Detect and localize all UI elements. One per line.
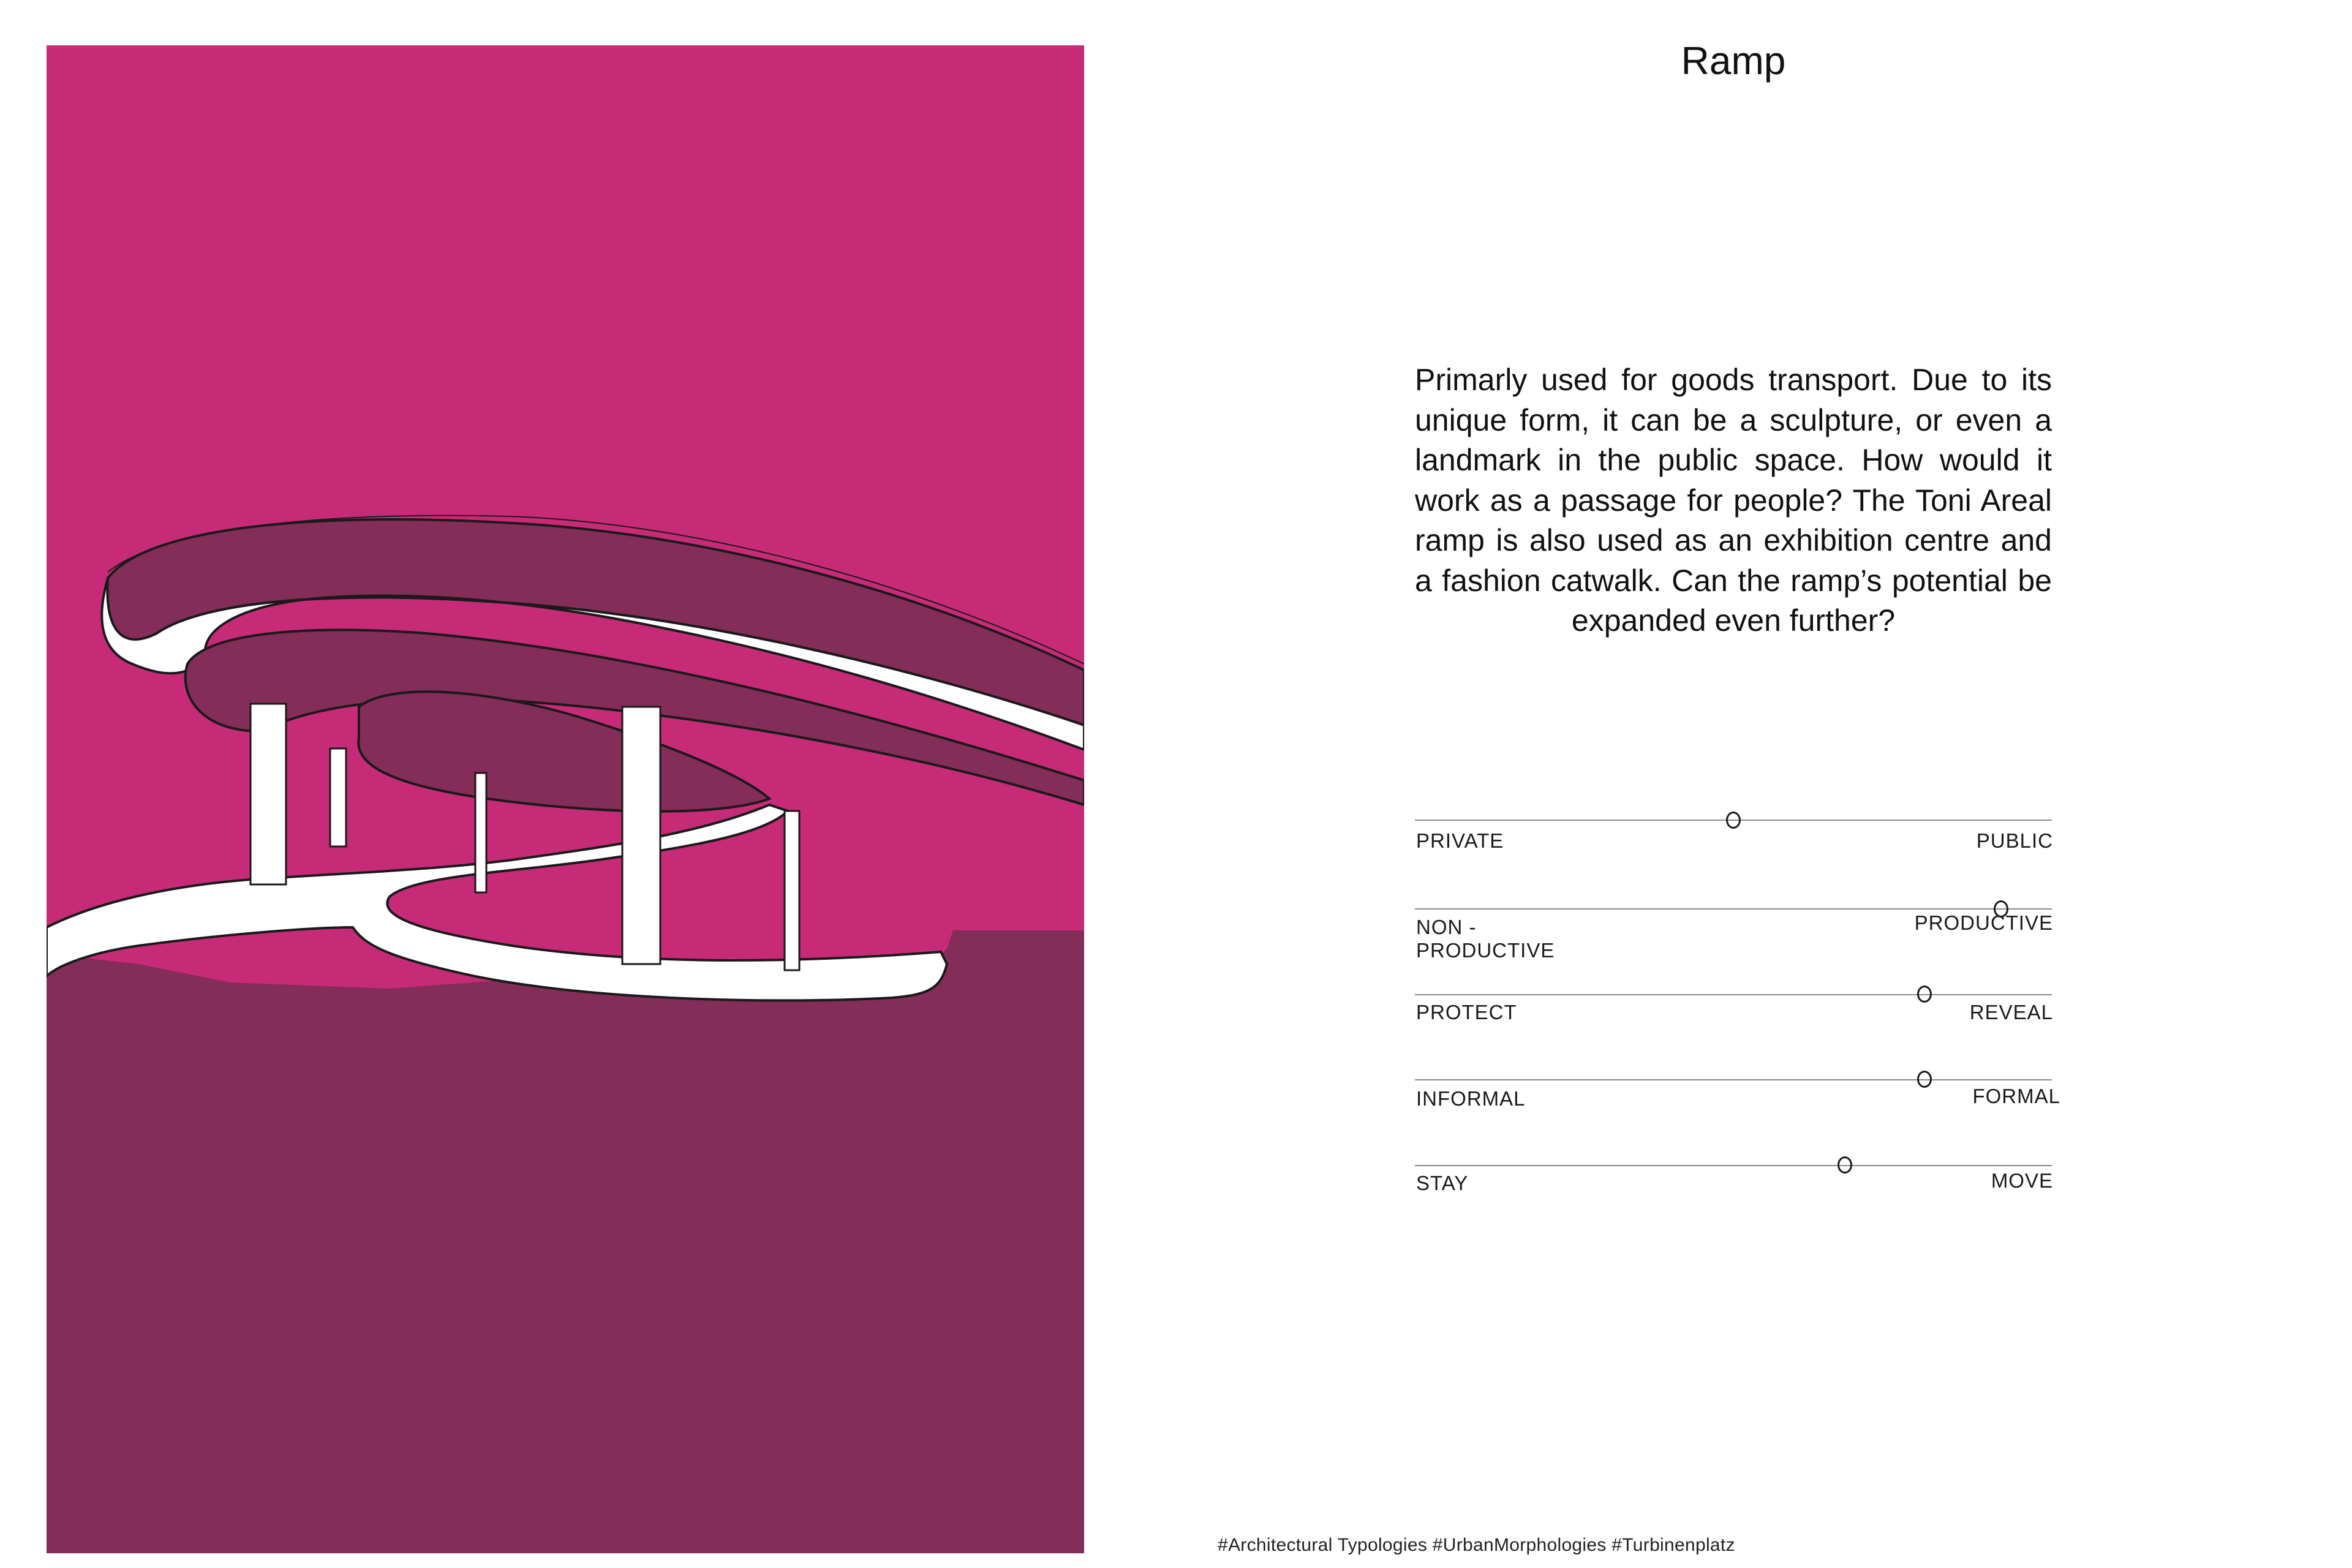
scale-marker [1917,986,1932,1003]
scale-left-label: PRIVATE [1416,829,1504,852]
scale-productive [1415,893,2052,960]
hashtags: #Architectural Typologies #UrbanMorphologies #Turbinenplatz [1218,1535,1735,1555]
scale-right-label: PRODUCTIVE [1914,911,2053,934]
column-2 [330,748,346,846]
scale-private-public [1415,809,2052,876]
ramp-illustration [47,45,1084,1553]
scale-line [1415,994,2052,995]
scale-left-label: NON - PRODUCTIVE [1416,916,1555,962]
column-1 [251,704,286,884]
column-5 [785,811,799,970]
scale-line [1415,908,2052,910]
scale-stay-move [1415,1155,2052,1222]
scale-right-label: FORMAL [1972,1085,2060,1107]
scale-protect-reveal [1415,983,2052,1050]
scale-marker [1838,1156,1852,1174]
scale-left-label: PROTECT [1416,1001,1517,1023]
scale-line [1415,1165,2052,1166]
scale-marker [1726,812,1741,829]
column-4 [622,707,660,964]
page-title: Ramp [1681,39,1786,83]
scale-marker [1917,1071,1932,1088]
scale-left-label: INFORMAL [1416,1087,1526,1110]
scale-right-label: REVEAL [1969,1001,2053,1023]
scale-right-label: MOVE [1991,1169,2053,1192]
column-3 [475,773,486,892]
scale-right-label: PUBLIC [1976,829,2053,852]
ramp-drawing [47,45,1084,1553]
scale-left-label: STAY [1416,1172,1469,1194]
scale-line [1415,1079,2052,1080]
description-paragraph: Primarly used for goods transport. Due to its unique form, it can be a sculpture, or even a landmark in the public space. How would it work as a passage for people? The Toni Areal ramp is also used as an exhibition centre and a fashion catwalk. Can the ramp’s potential be expanded even further? [1415,363,2052,638]
scale-informal-formal [1415,1069,2060,1136]
ground-plane [47,930,1084,1553]
